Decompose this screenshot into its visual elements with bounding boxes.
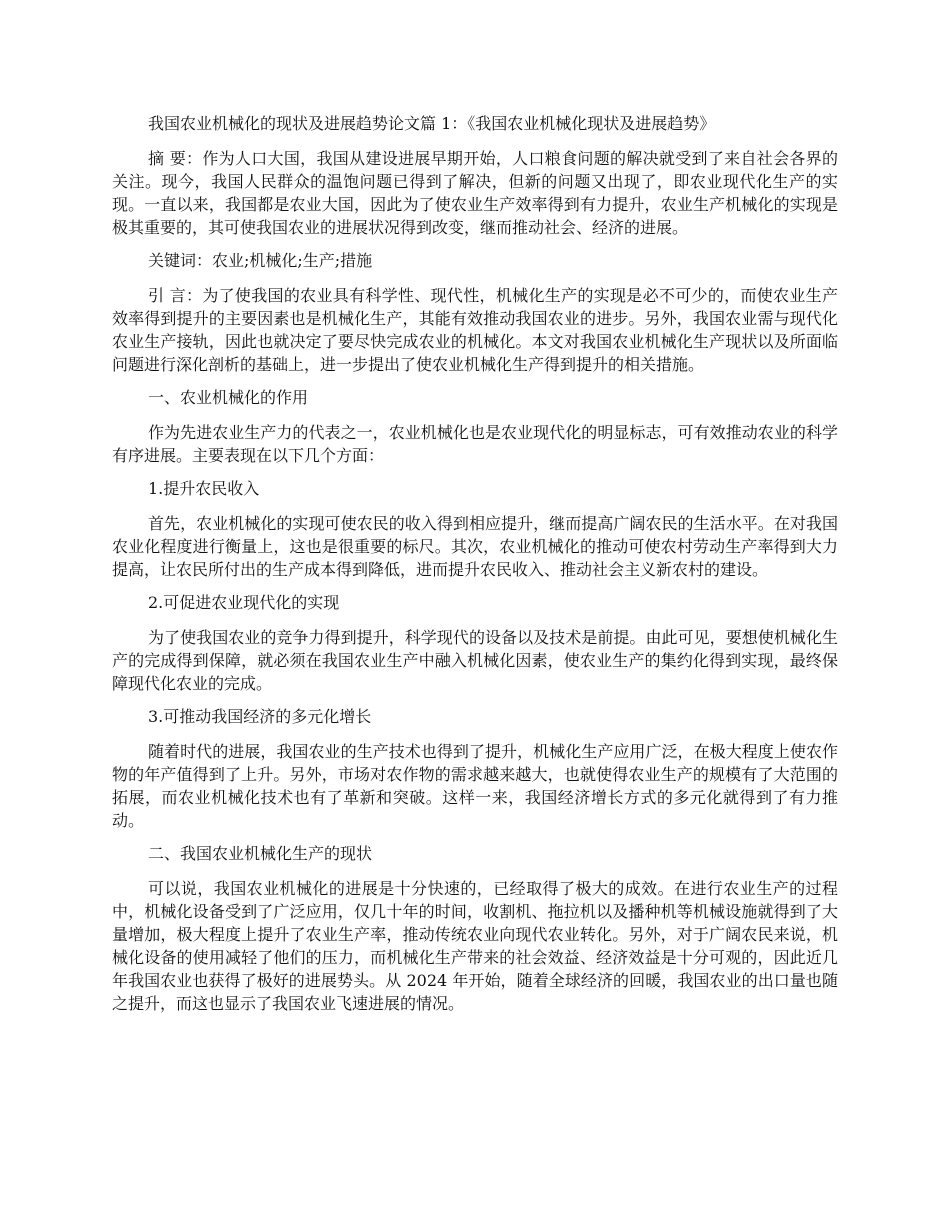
keywords-line: 关键词：农业;机械化;生产;措施 (148, 251, 373, 270)
section-2-heading: 二、我国农业机械化生产的现状 (148, 844, 373, 863)
subsection-3-paragraph: 随着时代的进展，我国农业的生产技术也得到了提升，机械化生产应用广泛，在极大程度上使农作物的年产值得到了上升。另外，市场对农作物的需求越来越大，也就使得农业生产的规模有了大范围的拓展，而农业机械化技术也有了革新和突破。这样一来，我国经济增长方式的多元化就得到了有力推动。 (112, 742, 838, 830)
document-title: 我国农业机械化的现状及进展趋势论文篇 1：《我国农业机械化现状及进展趋势》 (148, 114, 716, 133)
subsection-2-paragraph: 为了使我国农业的竞争力得到提升，科学现代的设备以及技术是前提。由此可见，要想使机械化生产的完成得到保障，就必须在我国农业生产中融入机械化因素，使农业生产的集约化得到实现，最终保障现代化农业的完成。 (112, 628, 838, 693)
subsection-1-paragraph: 首先，农业机械化的实现可使农民的收入得到相应提升，继而提高广阔农民的生活水平。在对我国农业化程度进行衡量上，这也是很重要的标尺。其次，农业机械化的推动可使农村劳动生产率得到大力提高，让农民所付出的生产成本得到降低，进而提升农民收入、推动社会主义新农村的建设。 (112, 514, 838, 579)
subsection-2-heading: 2.可促进农业现代化的实现 (148, 593, 340, 612)
section-1-heading: 一、农业机械化的作用 (148, 388, 309, 407)
subsection-3-heading: 3.可推动我国经济的多元化增长 (148, 707, 372, 726)
section-1-lead-paragraph: 作为先进农业生产力的代表之一，农业机械化也是农业现代化的明显标志，可有效推动农业的科学有序进展。主要表现在以下几个方面： (112, 423, 838, 465)
document-page (112, 112, 838, 1025)
introduction-paragraph: 引 言：为了使我国的农业具有科学性、现代性，机械化生产的实现是必不可少的，而使农业生产效率得到提升的主要因素也是机械化生产，其能有效推动我国农业的进步。另外，我国农业需与现代化农业生产接轨，因此也就决定了要尽快完成农业的机械化。本文对我国农业机械化生产现状以及所面临问题进行深化剖析的基础上，进一步提出了使农业机械化生产得到提升的相关措施。 (112, 286, 838, 374)
subsection-1-heading: 1.提升农民收入 (148, 479, 260, 498)
abstract-paragraph: 摘 要：作为人口大国，我国从建设进展早期开始，人口粮食问题的解决就受到了来自社会各界的关注。现今，我国人民群众的温饱问题已得到了解决，但新的问题又出现了，即农业现代化生产的实现。一直以来，我国都是农业大国，因此为了使农业生产效率得到有力提升，农业生产机械化的实现是极其重要的，其可使我国农业的进展状况得到改变，继而推动社会、经济的进展。 (112, 149, 838, 237)
section-2-paragraph: 可以说，我国农业机械化的进展是十分快速的，已经取得了极大的成效。在进行农业生产的过程中，机械化设备受到了广泛应用，仅几十年的时间，收割机、拖拉机以及播种机等机械设施就得到了大量增加，极大程度上提升了农业生产率，推动传统农业向现代农业转化。另外，对于广阔农民来说，机械化设备的使用减轻了他们的压力，而机械化生产带来的社会效益、经济效益是十分可观的，因此近几年我国农业也获得了极好的进展势头。从 2024 年开始，随着全球经济的回暖，我国农业的出口量也随之提升，而这也显示了我国农业飞速进展的情况。 (112, 879, 838, 1013)
